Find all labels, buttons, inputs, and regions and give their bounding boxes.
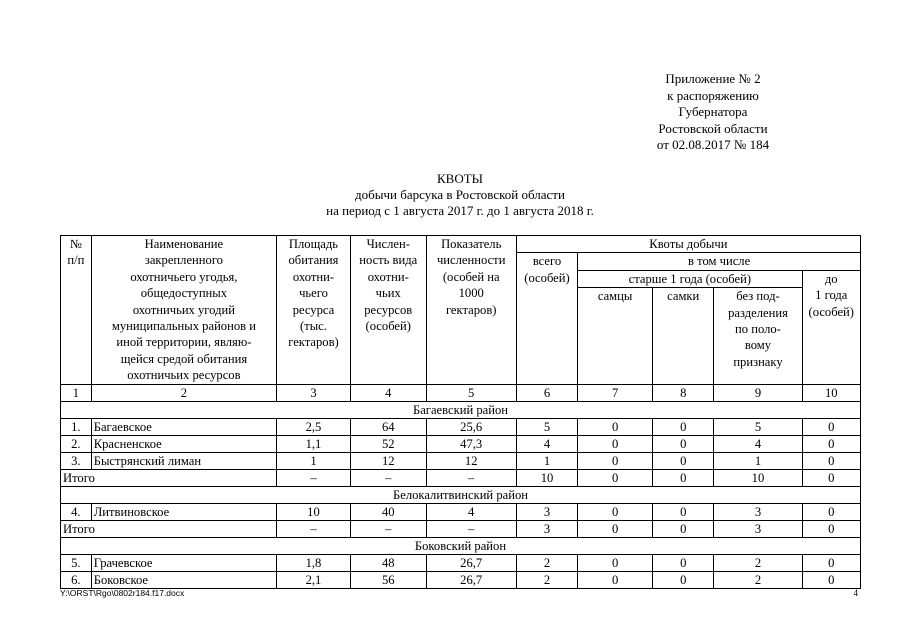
- district-name: Белокалитвинский район: [61, 487, 861, 504]
- nosex-cell: 10: [714, 470, 802, 487]
- count-cell: 12: [350, 453, 426, 470]
- index-cell: –: [426, 521, 516, 538]
- nosex-cell: 4: [714, 436, 802, 453]
- column-number: 7: [578, 385, 653, 402]
- females-cell: 0: [652, 572, 713, 589]
- column-number: 2: [91, 385, 276, 402]
- district-row: [61, 538, 861, 555]
- males-cell: 0: [578, 453, 653, 470]
- title-line: на период с 1 августа 2017 г. до 1 августа 2018 г.: [326, 203, 594, 218]
- header-nosex: без под- разделения по поло- вому признаку: [714, 288, 802, 385]
- document-title: [60, 171, 860, 219]
- nosex-cell: 3: [714, 521, 802, 538]
- females-cell: 0: [652, 504, 713, 521]
- index-cell: 25,6: [426, 419, 516, 436]
- area-cell: 10: [277, 504, 351, 521]
- males-cell: 0: [578, 504, 653, 521]
- area-cell: 1,1: [277, 436, 351, 453]
- header-area: Площадь обитания охотни- чьего ресурса (тыс. гектаров): [277, 236, 351, 385]
- header-older: старше 1 года (особей): [578, 270, 802, 287]
- appendix-line: Губернатора: [678, 104, 748, 119]
- young-cell: 0: [802, 419, 860, 436]
- males-cell: 0: [578, 555, 653, 572]
- count-cell: 64: [350, 419, 426, 436]
- title-line: добычи барсука в Ростовской области: [355, 187, 565, 202]
- total-cell: 1: [516, 453, 577, 470]
- table-row: [61, 555, 861, 572]
- count-cell: 52: [350, 436, 426, 453]
- table-row: [61, 419, 861, 436]
- area-cell: –: [277, 521, 351, 538]
- header-females: самки: [652, 288, 713, 385]
- itogo-row: [61, 470, 861, 487]
- females-cell: 0: [652, 521, 713, 538]
- males-cell: 0: [578, 436, 653, 453]
- row-number: 6.: [61, 572, 92, 589]
- count-cell: 48: [350, 555, 426, 572]
- total-cell: 3: [516, 521, 577, 538]
- header-name: Наименование закрепленного охотничьего угодья, общедоступных охотничьих угодий муниципальных районов и иной территории, являю- щейся средой обитания охотничьих ресурсов: [91, 236, 276, 385]
- count-cell: –: [350, 521, 426, 538]
- header-including: в том числе: [578, 253, 861, 270]
- table-row: [61, 504, 861, 521]
- district-name: Боковский район: [61, 538, 861, 555]
- index-cell: 47,3: [426, 436, 516, 453]
- itogo-label: Итого: [61, 521, 277, 538]
- itogo-label: Итого: [61, 470, 277, 487]
- column-number: 1: [61, 385, 92, 402]
- row-number: 1.: [61, 419, 92, 436]
- hunting-ground-name: Красненское: [91, 436, 276, 453]
- males-cell: 0: [578, 572, 653, 589]
- hunting-ground-name: Багаевское: [91, 419, 276, 436]
- nosex-cell: 2: [714, 572, 802, 589]
- nosex-cell: 1: [714, 453, 802, 470]
- females-cell: 0: [652, 453, 713, 470]
- appendix-line: Приложение № 2: [665, 71, 761, 86]
- row-number: 4.: [61, 504, 92, 521]
- females-cell: 0: [652, 555, 713, 572]
- column-number: 3: [277, 385, 351, 402]
- area-cell: 1: [277, 453, 351, 470]
- column-number: 5: [426, 385, 516, 402]
- count-cell: 40: [350, 504, 426, 521]
- itogo-row: [61, 521, 861, 538]
- count-cell: 56: [350, 572, 426, 589]
- young-cell: 0: [802, 453, 860, 470]
- total-cell: 3: [516, 504, 577, 521]
- table-row: [61, 572, 861, 589]
- page-number: 4: [853, 588, 858, 598]
- header-index: Показатель численности (особей на 1000 гектаров): [426, 236, 516, 385]
- table-body: [61, 402, 861, 589]
- row-number: 3.: [61, 453, 92, 470]
- area-cell: –: [277, 470, 351, 487]
- header-quota: Квоты добычи: [516, 236, 860, 253]
- title-main: КВОТЫ: [436, 171, 483, 186]
- young-cell: 0: [802, 470, 860, 487]
- appendix-line: от 02.08.2017 № 184: [656, 137, 770, 152]
- appendix-line: Ростовской области: [658, 120, 768, 136]
- column-number: 4: [350, 385, 426, 402]
- hunting-ground-name: Литвиновское: [91, 504, 276, 521]
- header-count: Числен- ность вида охотни- чьих ресурсов (особей): [350, 236, 426, 385]
- district-row: [61, 402, 861, 419]
- nosex-cell: 5: [714, 419, 802, 436]
- district-name: Багаевский район: [61, 402, 861, 419]
- total-cell: 4: [516, 436, 577, 453]
- column-number: 10: [802, 385, 860, 402]
- total-cell: 2: [516, 572, 577, 589]
- hunting-ground-name: Боковское: [91, 572, 276, 589]
- young-cell: 0: [802, 572, 860, 589]
- total-cell: 5: [516, 419, 577, 436]
- total-cell: 10: [516, 470, 577, 487]
- young-cell: 0: [802, 504, 860, 521]
- total-cell: 2: [516, 555, 577, 572]
- district-row: [61, 487, 861, 504]
- count-cell: –: [350, 470, 426, 487]
- column-numbers-row: [61, 385, 861, 402]
- index-cell: 12: [426, 453, 516, 470]
- young-cell: 0: [802, 555, 860, 572]
- column-number: 9: [714, 385, 802, 402]
- males-cell: 0: [578, 470, 653, 487]
- header-total: всего (особей): [516, 253, 577, 385]
- index-cell: 4: [426, 504, 516, 521]
- males-cell: 0: [578, 521, 653, 538]
- index-cell: 26,7: [426, 572, 516, 589]
- nosex-cell: 2: [714, 555, 802, 572]
- young-cell: 0: [802, 436, 860, 453]
- males-cell: 0: [578, 419, 653, 436]
- quota-table: [60, 235, 861, 589]
- appendix-line: к распоряжению: [667, 87, 759, 103]
- hunting-ground-name: Быстрянский лиман: [91, 453, 276, 470]
- index-cell: 26,7: [426, 555, 516, 572]
- females-cell: 0: [652, 436, 713, 453]
- column-number: 6: [516, 385, 577, 402]
- table-row: [61, 436, 861, 453]
- females-cell: 0: [652, 470, 713, 487]
- area-cell: 2,5: [277, 419, 351, 436]
- row-number: 2.: [61, 436, 92, 453]
- header-males: самцы: [578, 288, 653, 385]
- index-cell: –: [426, 470, 516, 487]
- table-row: [61, 453, 861, 470]
- header-num: № п/п: [61, 236, 92, 385]
- young-cell: 0: [802, 521, 860, 538]
- nosex-cell: 3: [714, 504, 802, 521]
- females-cell: 0: [652, 419, 713, 436]
- table-header: [61, 236, 861, 402]
- row-number: 5.: [61, 555, 92, 572]
- header-young: до 1 года (особей): [802, 270, 860, 384]
- file-path: Y:\ORST\Rgo\0802r184.f17.docx: [60, 588, 185, 598]
- appendix-block: [613, 71, 813, 154]
- hunting-ground-name: Грачевское: [91, 555, 276, 572]
- column-number: 8: [652, 385, 713, 402]
- area-cell: 1,8: [277, 555, 351, 572]
- area-cell: 2,1: [277, 572, 351, 589]
